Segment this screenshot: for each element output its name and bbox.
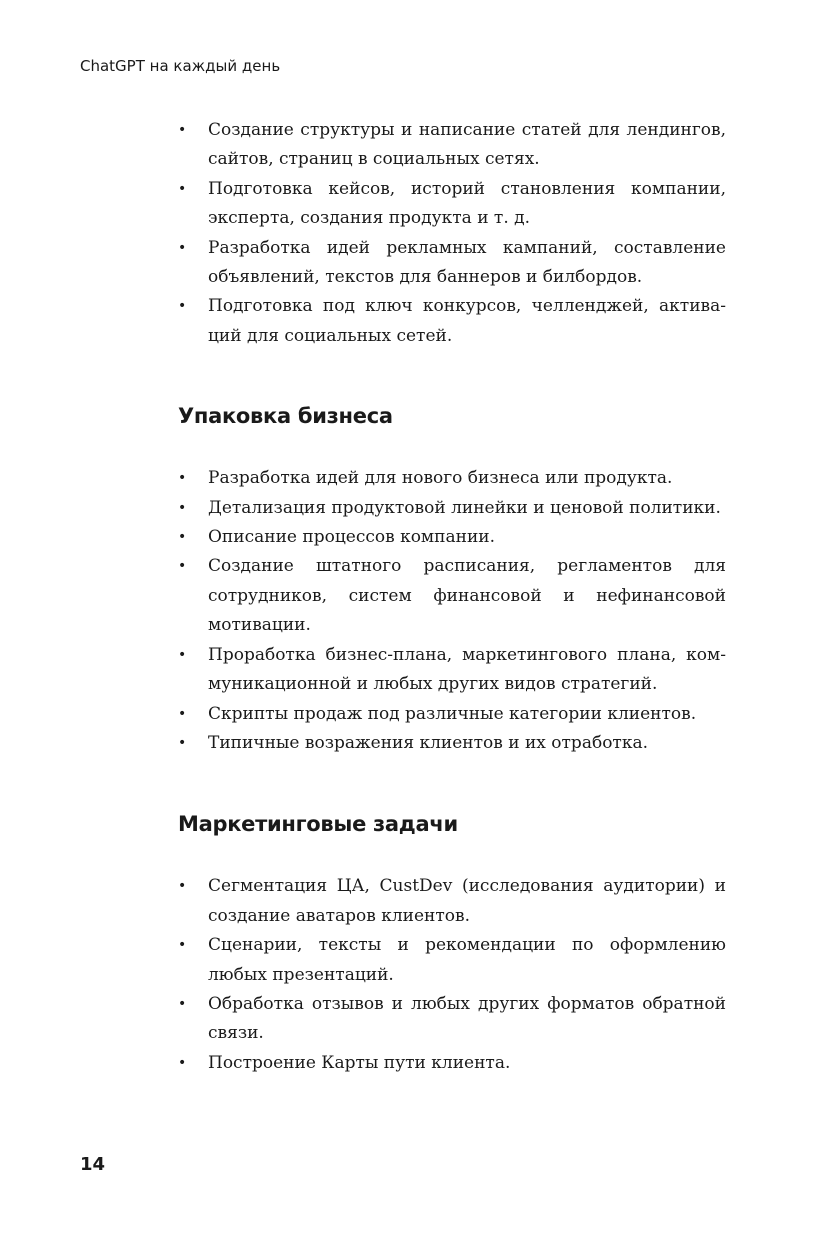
bullet-icon: • — [178, 298, 187, 315]
list-item — [178, 931, 726, 990]
bullet-icon: • — [178, 499, 187, 516]
bullet-icon: • — [178, 529, 187, 546]
list-item — [178, 1049, 726, 1078]
list-item — [178, 464, 726, 493]
list-item — [178, 234, 726, 293]
page-content — [178, 116, 726, 1078]
list-item-text: Проработка бизнес-плана, маркетингового плана, коммуникационной и любых других видов стратегий. — [208, 644, 726, 695]
list-item-text: Создание структуры и написание статей для лендингов, сайтов, страниц в социальных сетях. — [208, 120, 726, 170]
bullet-icon: • — [178, 122, 187, 138]
bullet-icon: • — [178, 180, 187, 197]
bullet-icon: • — [178, 705, 187, 722]
intro-bullet-list — [178, 116, 726, 351]
list-item — [178, 116, 726, 175]
list-item-text: Разработка идей рекламных кампаний, составление объявлений, текстов для баннеров и билбордов. — [208, 237, 726, 288]
list-item-text: Построение Карты пути клиента. — [208, 1052, 511, 1073]
list-item-text: Сценарии, тексты и рекомендации по оформлению любых презентаций. — [208, 935, 726, 985]
section-heading-packaging: Упаковка бизнеса — [178, 404, 393, 429]
list-item-text: Создание штатного расписания, регламентов для сотрудников, систем финансовой и нефинансовой мотивации. — [208, 556, 726, 636]
bullet-icon: • — [178, 734, 187, 751]
bullet-icon: • — [178, 558, 187, 575]
bullet-icon: • — [178, 470, 187, 487]
page-number: 14 — [80, 1154, 106, 1175]
list-item-text: Сегментация ЦА, CustDev (исследования аудитории) и создание аватаров клиентов. — [208, 876, 726, 926]
list-item — [178, 641, 726, 700]
list-item — [178, 523, 726, 552]
bullet-icon: • — [178, 995, 187, 1012]
list-item-text: Разработка идей для нового бизнеса или продукта. — [208, 468, 673, 489]
list-item — [178, 175, 726, 234]
list-item — [178, 700, 726, 729]
running-head: ChatGPT на каждый день — [80, 57, 281, 75]
bullet-icon: • — [178, 239, 187, 256]
list-item-text: Типичные возражения клиентов и их отработка. — [208, 732, 648, 753]
bullet-icon: • — [178, 646, 187, 663]
list-item-text: Детализация продуктовой линейки и ценовой политики. — [208, 497, 721, 518]
list-item — [178, 552, 726, 640]
packaging-bullet-list — [178, 464, 726, 758]
bullet-icon: • — [178, 937, 187, 954]
bullet-icon: • — [178, 1054, 187, 1071]
section-heading-marketing: Маркетинговые задачи — [178, 812, 458, 837]
bullet-icon: • — [178, 878, 187, 895]
list-item — [178, 990, 726, 1049]
list-item — [178, 872, 726, 931]
marketing-bullet-list — [178, 872, 726, 1078]
list-item — [178, 292, 726, 351]
list-item-text: Скрипты продаж под различные категории клиентов. — [208, 703, 697, 724]
list-item-text: Подготовка под ключ конкурсов, челленджей, активаций для социальных сетей. — [208, 296, 726, 346]
list-item — [178, 494, 726, 523]
list-item-text: Обработка отзывов и любых других форматов обратной связи. — [208, 993, 726, 1044]
list-item-text: Подготовка кейсов, историй становления компании, эксперта, создания продукта и т. д. — [208, 178, 726, 229]
list-item-text: Описание процессов компании. — [208, 527, 496, 548]
list-item — [178, 729, 726, 758]
